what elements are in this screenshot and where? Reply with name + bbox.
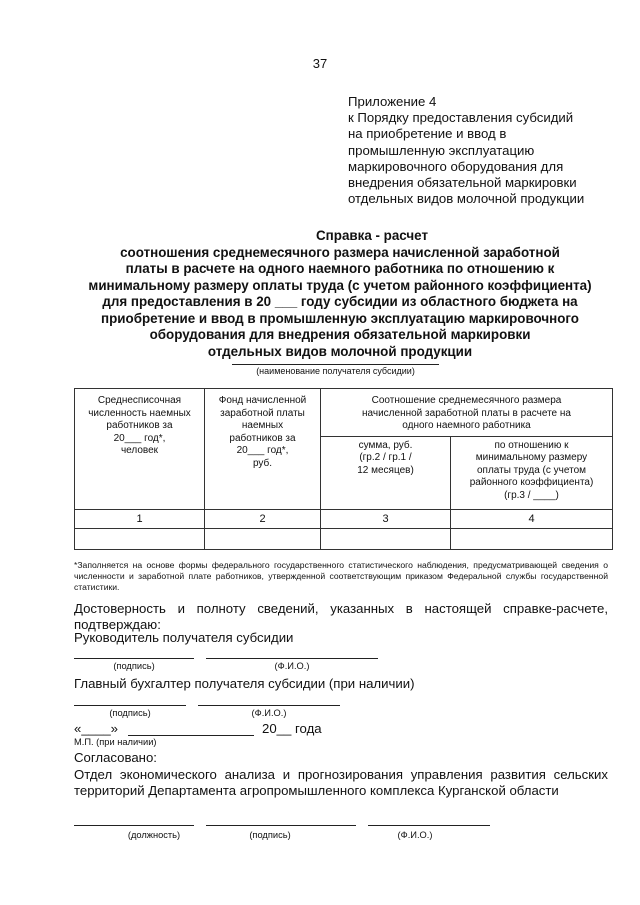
title-line: минимальному размеру оплаты труда (с учетом районного коэффициента): [88, 277, 592, 293]
title-line: соотношения среднемесячного размера начисленной заработной: [120, 244, 560, 260]
signature-caption: (подпись): [109, 708, 151, 718]
title-line: отдельных видов молочной продукции: [207, 343, 473, 359]
column-number-row: [75, 509, 613, 529]
wage-fund-cell[interactable]: [205, 529, 321, 550]
mrot-ratio-cell[interactable]: [451, 529, 613, 550]
average-sum-cell[interactable]: [321, 529, 451, 550]
footnote: *Заполняется на основе формы федерального государственного статистического наблюдения, предусматривающей сведения о численности и заработной плате работников, утвержденной соответствующим приказом Федеральной службы государственной статистики.: [74, 560, 608, 592]
document-title: [60, 228, 620, 360]
column-number: 1: [75, 509, 205, 529]
header-mrot-ratio: по отношению к минимальному размеру оплаты труда (с учетом районного коэффициента) (гр.3 / ____): [451, 436, 613, 509]
head-fio-line[interactable]: [206, 658, 378, 659]
title-line: для предоставления в 20 ___ году субсидии из областного бюджета на: [102, 294, 578, 309]
title-line: оборудования для внедрения обязательной маркировки: [149, 327, 531, 342]
header-employee-count: Среднесписочная численность наемных работников за 20___ год*, человек: [75, 389, 205, 510]
fio-caption: (Ф.И.О.): [397, 830, 433, 840]
fio-caption: (Ф.И.О.): [274, 661, 310, 671]
appendix-header: [348, 94, 618, 207]
header-average-sum: сумма, руб. (гр.2 / гр.1 / 12 месяцев): [321, 436, 451, 509]
header-wage-fund: Фонд начисленной заработной платы наемных работников за 20___ год*, руб.: [205, 389, 321, 510]
date-year: 20__ года: [262, 721, 322, 736]
date-day: «____»: [74, 721, 119, 736]
accountant-label: Главный бухгалтер получателя субсидии (при наличии): [74, 676, 415, 691]
date-month-line[interactable]: [128, 735, 254, 736]
appendix-line: маркировочного оборудования для: [348, 158, 564, 174]
accountant-signature-line[interactable]: [74, 705, 186, 706]
appendix-line: внедрения обязательной маркировки: [348, 175, 577, 191]
signature-caption: (подпись): [249, 830, 291, 840]
recipient-caption: (наименование получателя субсидии): [256, 366, 415, 376]
recipient-name-line[interactable]: [232, 364, 439, 365]
head-signature-line[interactable]: [74, 658, 194, 659]
approver-fio-line[interactable]: [368, 825, 490, 826]
agreed-label: Согласовано:: [74, 750, 157, 765]
position-caption: (должность): [127, 830, 181, 840]
department-text: Отдел экономического анализа и прогнозирования управления развития сельских территорий Департамента агропромышленного комплекса Курганской области: [74, 767, 608, 799]
appendix-line: Приложение 4: [348, 94, 437, 109]
title-line: платы в расчете на одного наемного работника по отношению к: [125, 261, 555, 276]
appendix-line: на приобретение и ввод в: [348, 126, 507, 142]
confirmation-text: Достоверность и полноту сведений, указанных в настоящей справке-расчете, подтверждаю:: [74, 601, 608, 632]
header-ratio-group: Соотношение среднемесячного размера начисленной заработной платы в расчете на одного наемного работника: [321, 389, 613, 437]
signature-caption: (подпись): [113, 661, 155, 671]
stamp-note: М.П. (при наличии): [74, 737, 157, 747]
column-number: 4: [451, 509, 613, 529]
accountant-fio-line[interactable]: [198, 705, 340, 706]
head-label: Руководитель получателя субсидии: [74, 630, 294, 645]
title-line: приобретение и ввод в промышленную эксплуатацию маркировочного: [101, 310, 579, 326]
position-line[interactable]: [74, 825, 194, 826]
employee-count-cell[interactable]: [75, 529, 205, 550]
title-line: Справка - расчет: [316, 228, 428, 243]
column-number: 2: [205, 509, 321, 529]
appendix-line: отдельных видов молочной продукции: [348, 191, 585, 207]
data-entry-row: [75, 529, 613, 550]
appendix-line: промышленную эксплуатацию: [348, 142, 535, 158]
approver-signature-line[interactable]: [206, 825, 356, 826]
calculation-table: [74, 388, 613, 550]
fio-caption: (Ф.И.О.): [251, 708, 287, 718]
page-number: 37: [312, 56, 328, 71]
appendix-line: к Порядку предоставления субсидий: [348, 110, 574, 126]
column-number: 3: [321, 509, 451, 529]
